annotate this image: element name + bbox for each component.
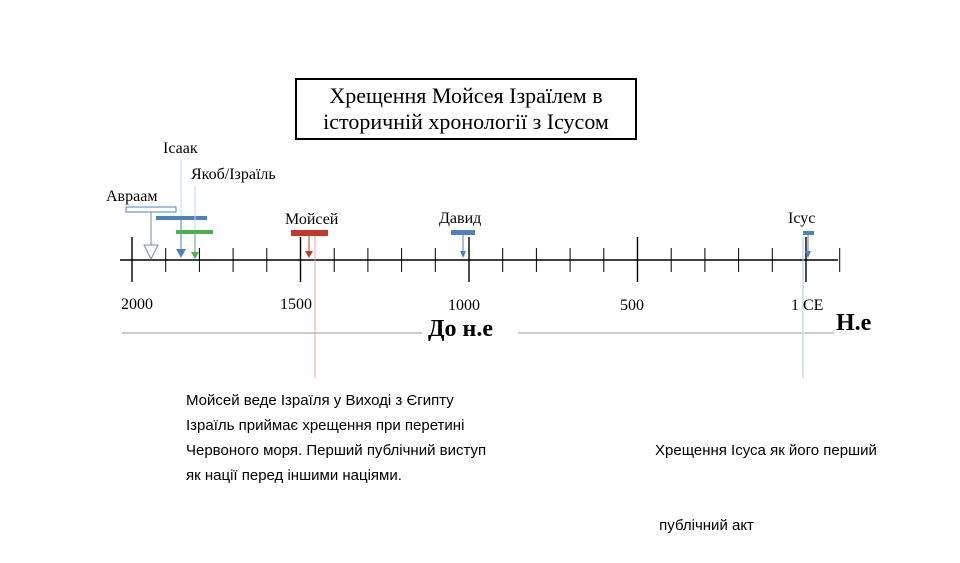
abraham-arrow-head	[144, 245, 158, 259]
axis-label-1000: 1000	[448, 297, 480, 314]
jesus-bar	[803, 231, 814, 235]
david-arrow-head	[460, 251, 466, 258]
jesus-note-line-2: публічний акт	[655, 517, 754, 534]
moses-note-line-4: як нації перед іншими націями.	[186, 467, 402, 484]
david-label: Давид	[439, 210, 482, 227]
era-bce-label: До н.е	[428, 316, 493, 342]
moses-note-line-1: Мойсей веде Ізраїля у Виході з Єгипту	[186, 392, 454, 409]
moses-arrow-head	[305, 251, 313, 258]
isaac-arrow-head	[176, 249, 186, 258]
isaac-bar	[156, 216, 207, 220]
axis-label-2000: 2000	[121, 296, 153, 313]
david-bar	[451, 230, 475, 235]
title-line-1: Хрещення Мойсея Ізраїлем в	[329, 83, 603, 108]
moses-note-line-2: Ізраїль приймає хрещення при перетині	[186, 417, 465, 434]
era-ce-label: Н.е	[836, 310, 872, 336]
title-line-2: історичній хронології з Ісусом	[323, 109, 609, 134]
jacob-label: Якоб/Ізраїль	[191, 166, 276, 183]
abraham-bar	[126, 207, 176, 212]
moses-label: Мойсей	[285, 211, 339, 228]
axis-label-500: 500	[620, 297, 644, 314]
jesus-label: Ісус	[788, 210, 816, 227]
moses-bar	[291, 230, 328, 236]
moses-note-line-3: Червоного моря. Перший публічний виступ	[186, 442, 487, 459]
jesus-note-line-1: Хрещення Ісуса як його перший	[655, 442, 877, 459]
jacob-arrow-head	[191, 252, 199, 259]
axis-label-1500: 1500	[280, 296, 312, 313]
jesus-note	[655, 388, 877, 563]
abraham-label: Авраам	[106, 188, 158, 205]
isaac-label: Ісаак	[163, 140, 198, 157]
moses-note	[186, 388, 486, 488]
axis-label-1ce: 1 CE	[791, 297, 824, 314]
jacob-bar	[176, 230, 213, 234]
